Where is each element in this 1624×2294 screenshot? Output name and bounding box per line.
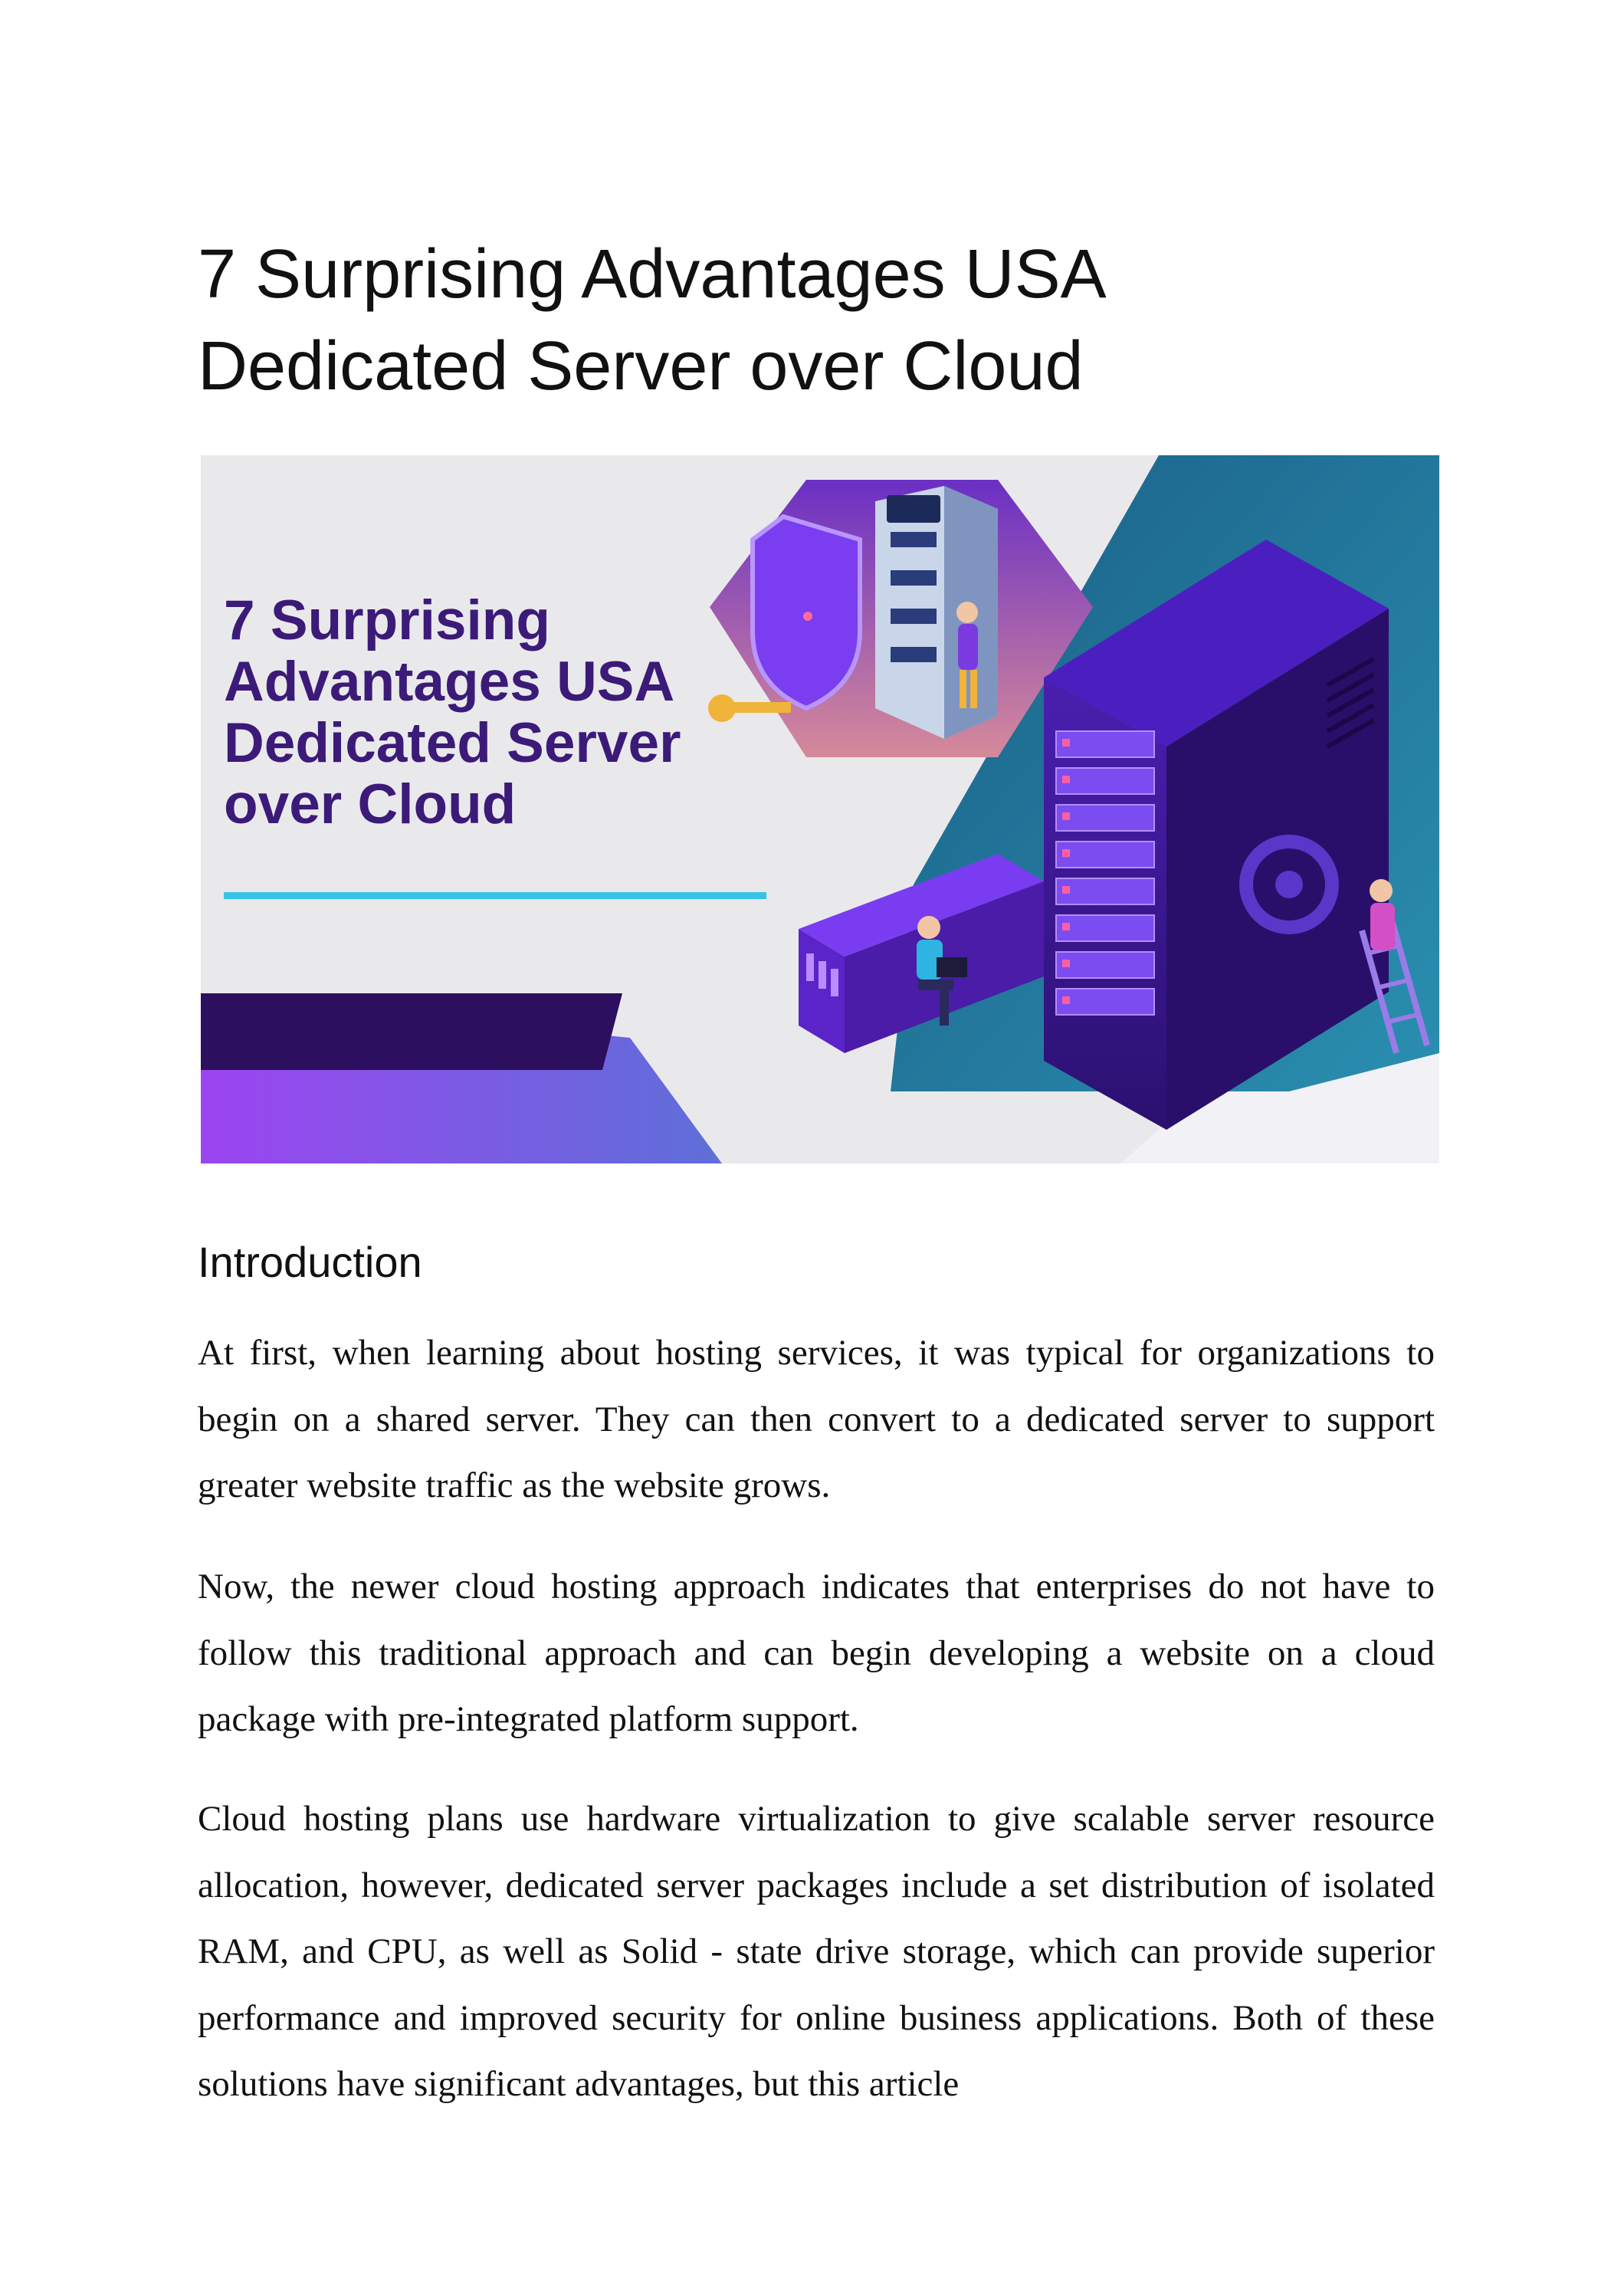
document-title [198, 228, 1439, 412]
paragraph-3: Cloud hosting plans use hardware virtualization to give scalable server resource allocation, however, dedicated server packages include a set distribution of isolated RAM, and CPU, as well as Solid - state drive storage, which can provide superior performance and improved security for online business applications. Both of these solutions have significant advantages, but this article [198, 1799, 1435, 2104]
paragraph-1: At first, when learning about hosting services, it was typical for organizations to begin on a shared server. They can then convert to a dedicated server to support greater website traffic as the website grows. [198, 1333, 1435, 1505]
hero-title-line-3: Dedicated Server [224, 712, 681, 774]
hero-image [201, 455, 1439, 1163]
hero-dark-band [201, 993, 622, 1070]
section-heading-introduction: Introduction [198, 1238, 422, 1286]
hero-title-line-1: 7 Surprising [224, 589, 550, 651]
hero-illustration [201, 455, 1439, 1163]
hero-title-line-4: over Cloud [224, 773, 517, 835]
paragraph-2: Now, the newer cloud hosting approach indicates that enterprises do not have to follow this traditional approach and can begin developing a website on a cloud package with pre-integrated platform support. [198, 1567, 1435, 1739]
hero-title-underline [224, 892, 766, 899]
hero-title-line-2: Advantages USA [224, 651, 675, 713]
document-title-line-2: Dedicated Server over Cloud [198, 328, 1084, 405]
document-title-line-1: 7 Surprising Advantages USA [198, 236, 1107, 313]
